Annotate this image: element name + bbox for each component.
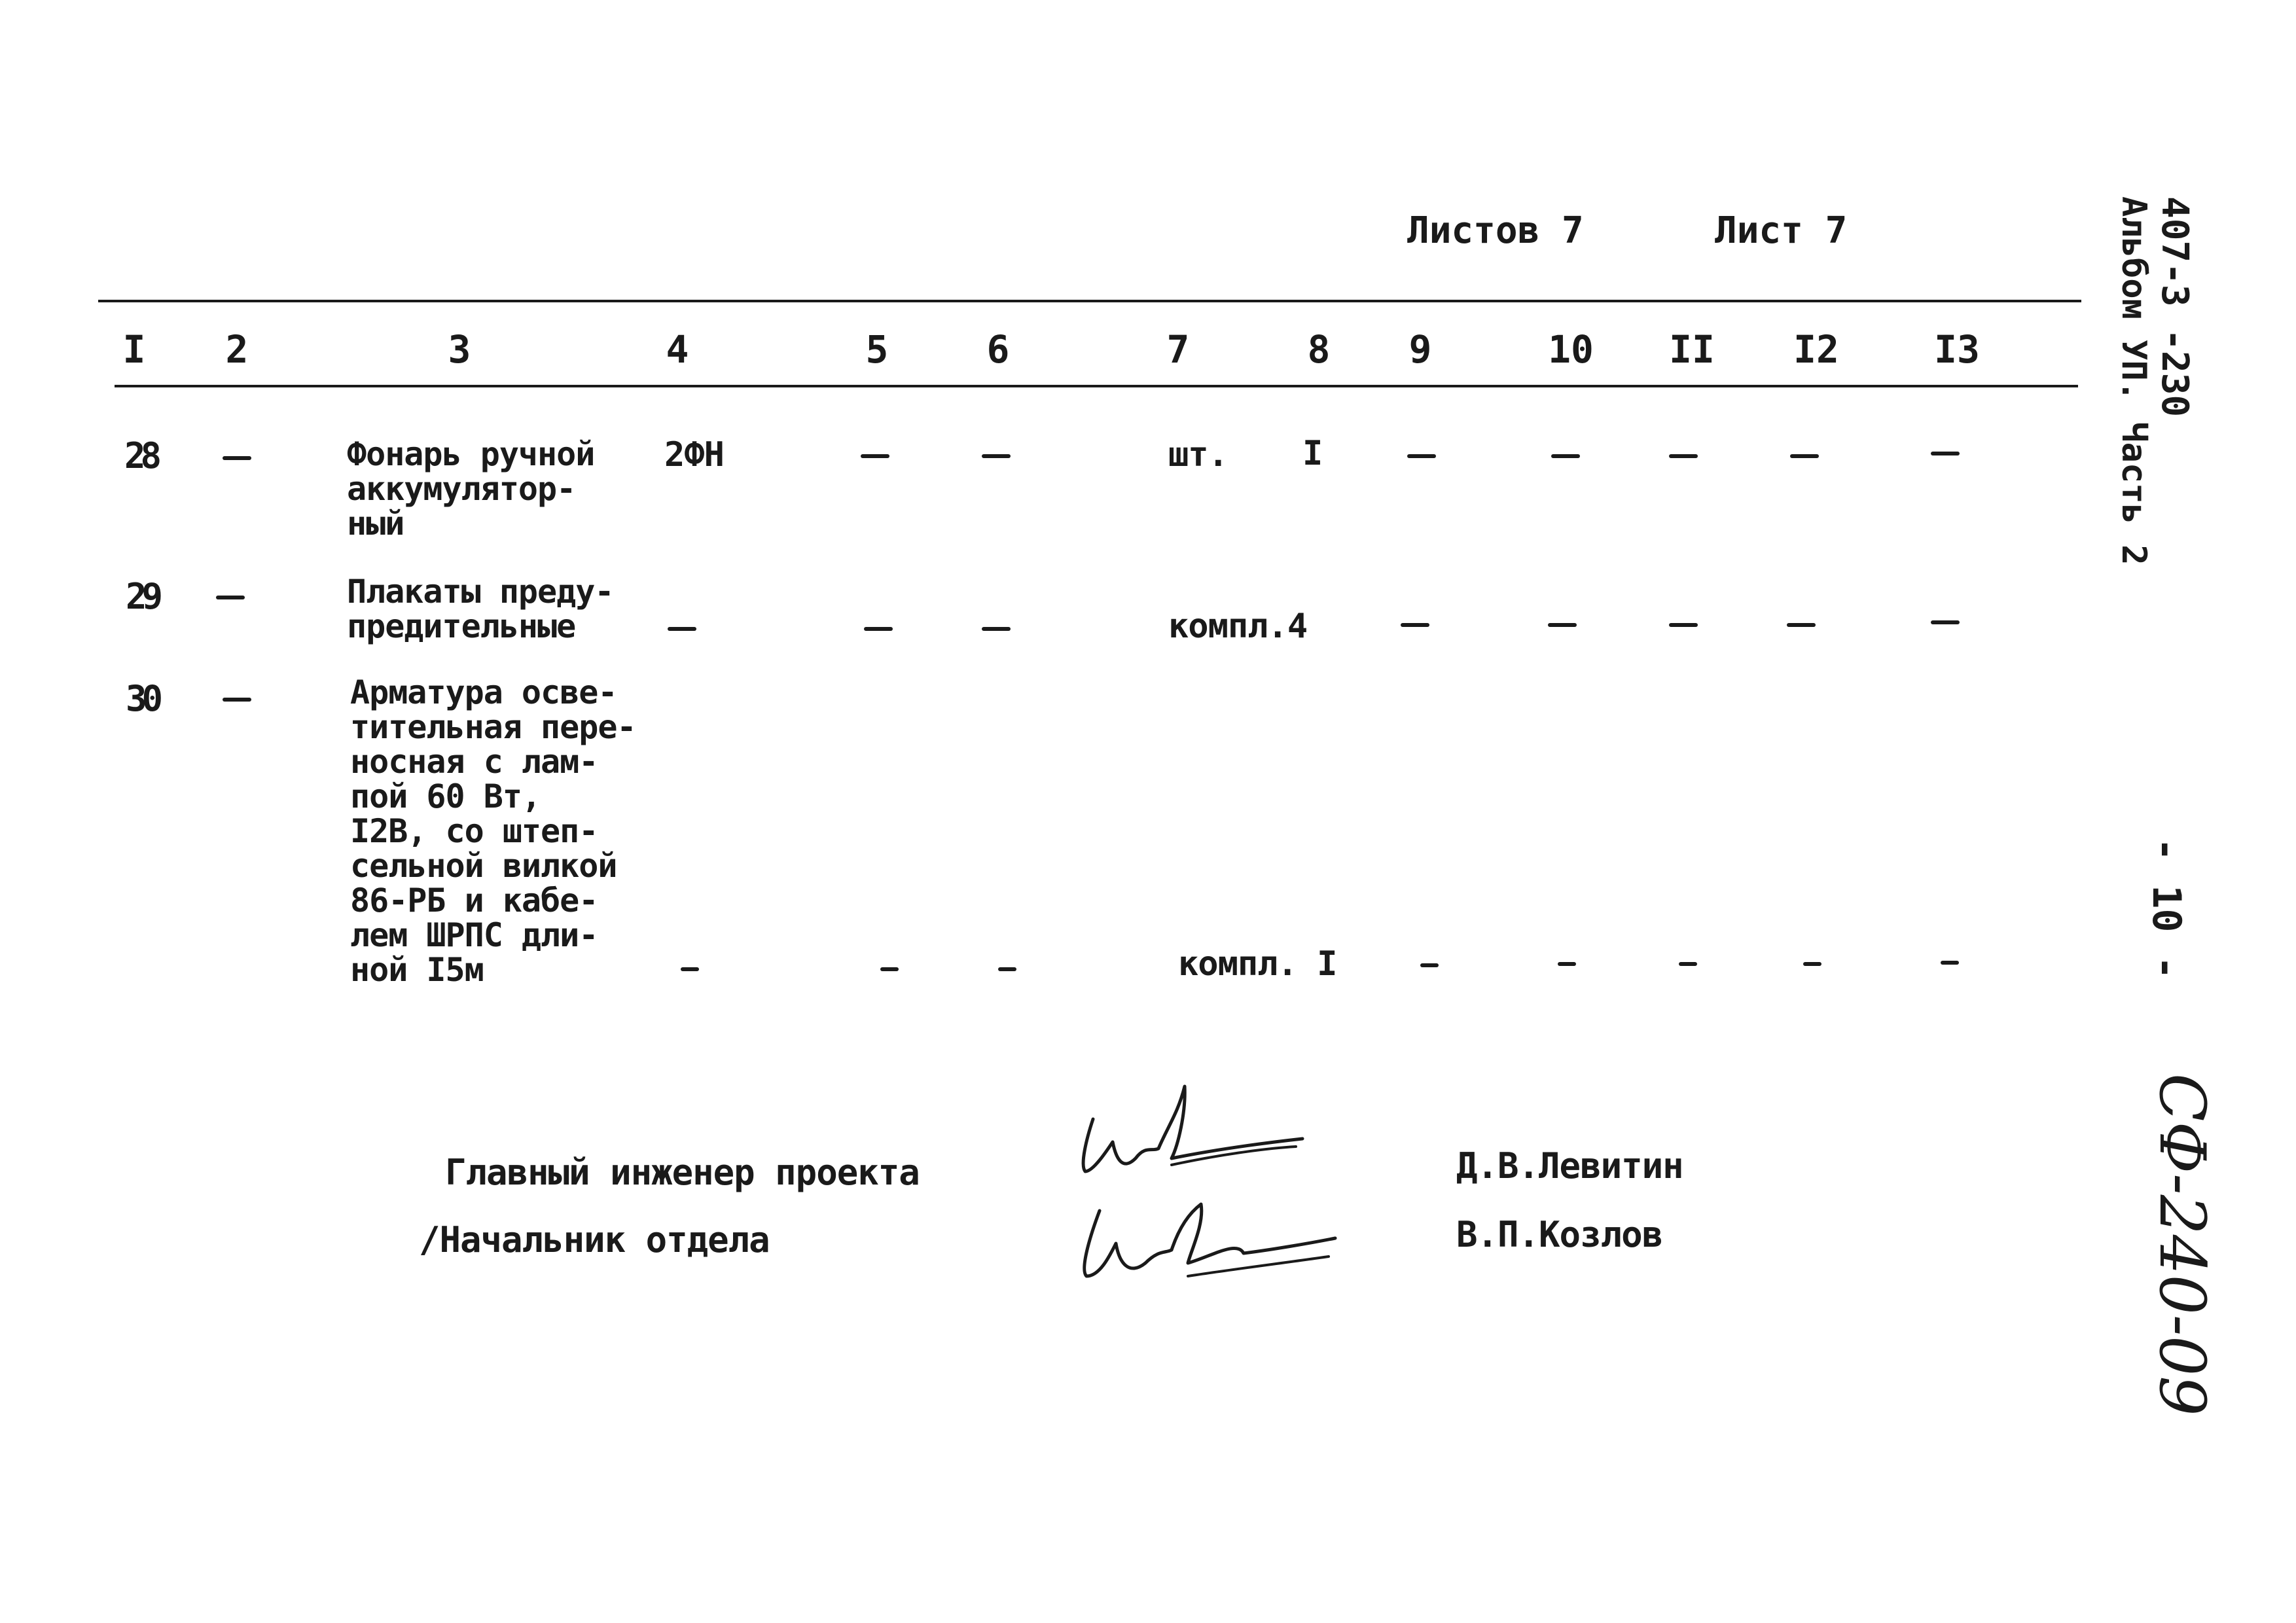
column-number-12: I2 xyxy=(1793,327,1839,372)
cell-dash xyxy=(1787,623,1816,627)
cell-dash xyxy=(1669,623,1698,627)
row-number: 28 xyxy=(124,435,157,476)
cell-dash xyxy=(1558,962,1576,966)
cell-dash xyxy=(861,454,889,458)
column-number-6: 6 xyxy=(986,327,1010,372)
column-number-2: 2 xyxy=(225,327,249,372)
cell-dash xyxy=(1420,963,1439,967)
cell-dash xyxy=(1679,962,1697,966)
sheets-total: Листов 7 xyxy=(1407,209,1584,252)
column-number-9: 9 xyxy=(1408,327,1432,372)
head-of-department-name: В.П.Козлов xyxy=(1456,1214,1663,1255)
cell-dash xyxy=(1941,961,1959,965)
cell-dash xyxy=(1401,623,1429,627)
page-number: - 10 - xyxy=(2144,838,2189,980)
column-number-10: 10 xyxy=(1548,327,1594,372)
cell-dash xyxy=(864,627,893,631)
signature-head-of-department xyxy=(1073,1178,1348,1296)
cell-dash xyxy=(880,967,899,971)
cell-dash xyxy=(1803,962,1821,966)
signature-chief-engineer xyxy=(1073,1073,1322,1191)
row-unit-quantity: компл. I xyxy=(1178,944,1337,984)
table-top-rule xyxy=(98,300,2081,302)
cell-dash xyxy=(982,627,1011,631)
column-number-7: 7 xyxy=(1166,327,1190,372)
chief-engineer-label: Главный инженер проекта xyxy=(445,1152,920,1193)
row-quantity: I xyxy=(1302,434,1323,473)
row-description: Плакаты преду- предительные xyxy=(347,573,614,645)
row-unit-quantity: компл.4 xyxy=(1168,607,1308,646)
column-number-13: I3 xyxy=(1934,327,1980,372)
table-header-rule xyxy=(115,385,2078,387)
cell-dash xyxy=(1931,620,1960,624)
sheet-number: Лист 7 xyxy=(1715,209,1848,252)
column-number-1: I xyxy=(122,327,146,372)
row-number: 29 xyxy=(126,576,158,617)
cell-dash xyxy=(1790,454,1819,458)
cell-dash xyxy=(668,627,696,631)
row-number: 30 xyxy=(126,678,158,719)
album-part: Альбом УП. Часть 2 xyxy=(2114,196,2153,565)
head-of-department-label: /Начальник отдела xyxy=(419,1219,770,1260)
column-number-4: 4 xyxy=(666,327,689,372)
cell-dash xyxy=(1407,454,1436,458)
column-number-5: 5 xyxy=(865,327,889,372)
row-unit: шт. xyxy=(1168,435,1228,474)
column-number-3: 3 xyxy=(448,327,471,372)
cell-dash xyxy=(216,596,245,599)
column-number-8: 8 xyxy=(1307,327,1331,372)
cell-dash xyxy=(1551,454,1580,458)
row-description: Арматура осве- тительная пере- носная с лам- пой 60 Вт, I2В, со штеп- сельной вилкой 86-РБ и кабе- лем ШРПС дли- ной I5м xyxy=(350,673,636,989)
album-code: 407-3 -230 xyxy=(2153,196,2196,418)
cell-dash xyxy=(1548,623,1577,627)
column-number-11: II xyxy=(1669,327,1715,372)
cell-dash xyxy=(998,967,1016,971)
cell-dash xyxy=(982,454,1011,458)
cell-dash xyxy=(223,698,251,702)
row-description: Фонарь ручной аккумулятор- ный xyxy=(347,435,595,543)
row-type: 2ФН xyxy=(664,435,724,474)
document-stamp: СФ-240-09 xyxy=(2145,1073,2219,1416)
cell-dash xyxy=(1931,452,1960,455)
cell-dash xyxy=(681,967,699,971)
chief-engineer-name: Д.В.Левитин xyxy=(1456,1145,1683,1186)
cell-dash xyxy=(223,456,251,460)
cell-dash xyxy=(1669,454,1698,458)
